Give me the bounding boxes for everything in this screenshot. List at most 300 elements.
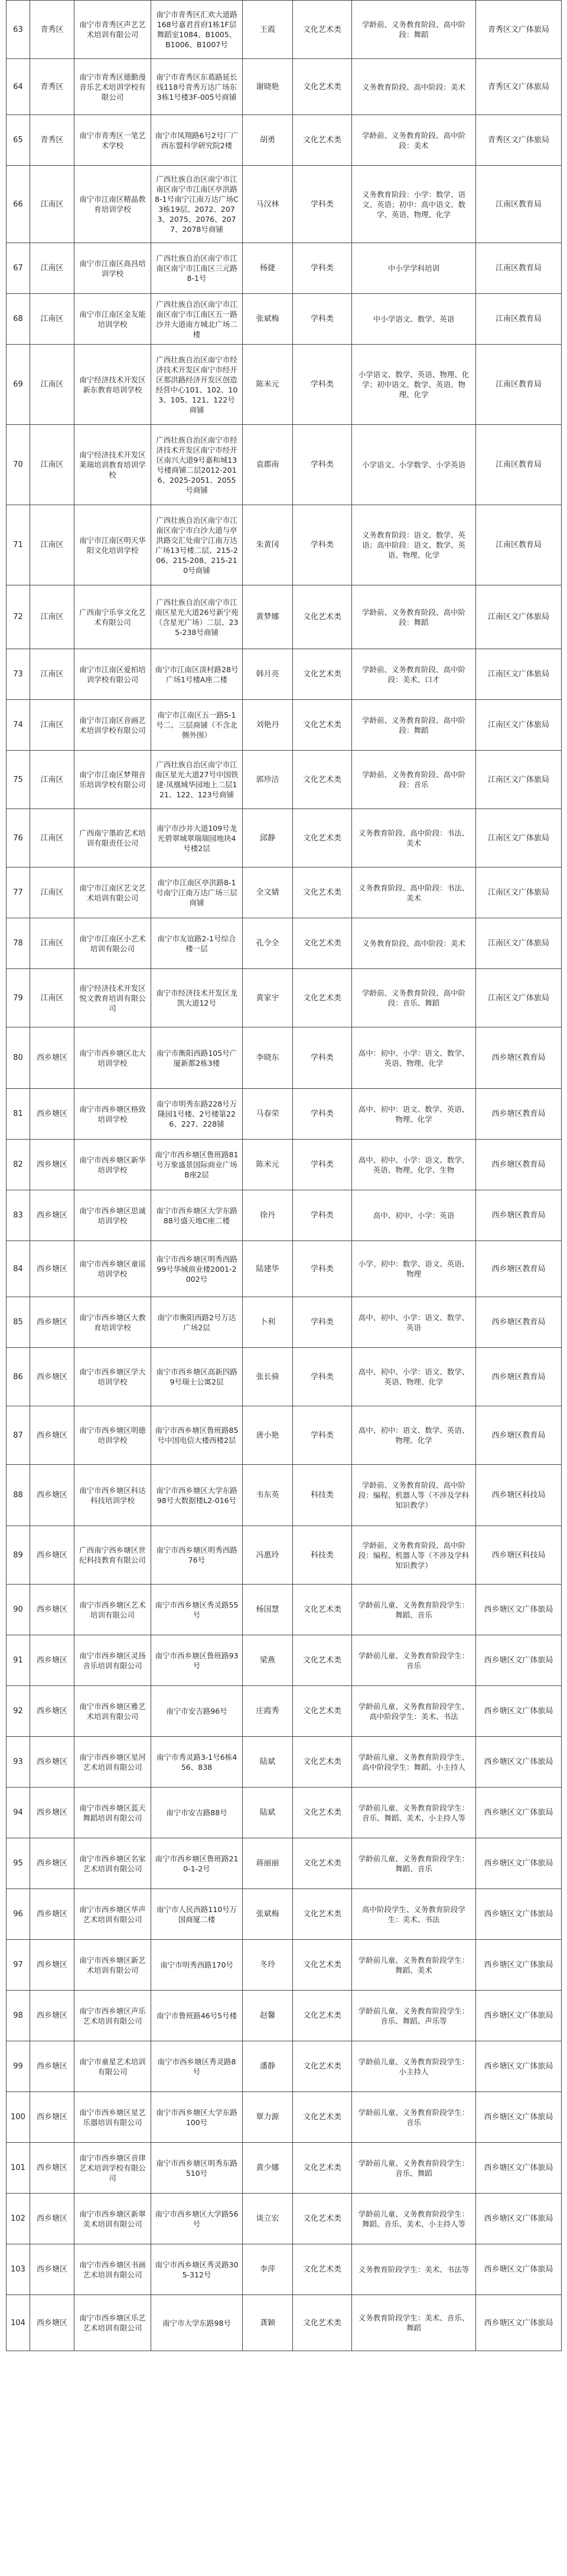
address-cell: 广西壮族自治区南宁市经济技术开发区南宁市经开区南兴大道9号嘉和城13号楼商铺二层2012-2016、2025-2051、2055号商铺 bbox=[151, 425, 243, 505]
category-cell: 学科类 bbox=[293, 1140, 352, 1190]
scope-cell: 学龄前儿童、义务教育阶段学生：舞蹈、音乐 bbox=[352, 1585, 476, 1635]
district-cell: 西乡塘区 bbox=[30, 1027, 74, 1089]
row-number: 100 bbox=[6, 2092, 30, 2143]
address-cell: 广西壮族自治区南宁市江南区南宁市江南区亭洪路8-1号南宁江南万达广场C3栋19层、2072、2073、2075、2076、2077、2078号商铺 bbox=[151, 166, 243, 243]
district-cell: 西乡塘区 bbox=[30, 1140, 74, 1190]
category-cell: 文化艺术类 bbox=[293, 59, 352, 115]
institution-name-cell: 南宁市青秀区声艺艺术培训有限公司 bbox=[74, 1, 151, 59]
table-row bbox=[6, 166, 562, 243]
address-cell: 南宁市西乡塘区明秀西路99号华城商业楼2001-2002号 bbox=[151, 1241, 243, 1297]
legal-person-cell: 韦东英 bbox=[243, 1465, 293, 1526]
table-row bbox=[6, 1297, 562, 1348]
address-cell: 广西壮族自治区南宁市江南区星光大道26号新宁苑（含星光广场）二层、235-238号商铺 bbox=[151, 585, 243, 649]
legal-person-cell: 陈米元 bbox=[243, 345, 293, 425]
row-number: 65 bbox=[6, 115, 30, 166]
category-cell: 学科类 bbox=[293, 1027, 352, 1089]
legal-person-cell: 张长骑 bbox=[243, 1348, 293, 1406]
row-number: 83 bbox=[6, 1190, 30, 1241]
address-cell: 南宁市经济技术开发区龙凯大道12号 bbox=[151, 969, 243, 1027]
institution-name-cell: 南宁经济技术开发区悦文教育培训有限公司 bbox=[74, 969, 151, 1027]
table-row bbox=[6, 1190, 562, 1241]
authority-cell: 西乡塘区教育局 bbox=[476, 1089, 562, 1140]
institution-name-cell: 南宁市西乡塘区科达科技培训学校 bbox=[74, 1465, 151, 1526]
scope-cell: 中小学学科培训 bbox=[352, 243, 476, 294]
legal-person-cell: 蒋丽丽 bbox=[243, 1838, 293, 1889]
institution-name-cell: 南宁市童星艺术培训有限公司 bbox=[74, 2041, 151, 2092]
scope-cell: 学龄前、义务教育阶段、高中阶段：美术、口才 bbox=[352, 649, 476, 700]
legal-person-cell: 王霞 bbox=[243, 1, 293, 59]
table-row bbox=[6, 809, 562, 868]
address-cell: 南宁市西乡塘区明秀东路510号 bbox=[151, 2143, 243, 2194]
address-cell: 广西壮族自治区南宁市江南区南宁市江南区三元路8-1号 bbox=[151, 243, 243, 294]
district-cell: 西乡塘区 bbox=[30, 1089, 74, 1140]
district-cell: 西乡塘区 bbox=[30, 2041, 74, 2092]
institution-name-cell: 南宁市西乡塘区大教育培训学校 bbox=[74, 1297, 151, 1348]
authority-cell: 江南区教育局 bbox=[476, 294, 562, 345]
authority-cell: 西乡塘区文广体旅局 bbox=[476, 2041, 562, 2092]
legal-person-cell: 张斌梅 bbox=[243, 1889, 293, 1940]
authority-cell: 西乡塘区文广体旅局 bbox=[476, 1838, 562, 1889]
scope-cell: 学龄前、义务教育阶段、高中阶段：舞蹈 bbox=[352, 700, 476, 751]
category-cell: 文化艺术类 bbox=[293, 1737, 352, 1788]
institution-name-cell: 南宁市西乡塘区艺术培训有限公司 bbox=[74, 1585, 151, 1635]
table-row bbox=[6, 969, 562, 1027]
authority-cell: 西乡塘区文广体旅局 bbox=[476, 1940, 562, 1991]
legal-person-cell: 刘艳丹 bbox=[243, 700, 293, 751]
category-cell: 学科类 bbox=[293, 345, 352, 425]
category-cell: 学科类 bbox=[293, 505, 352, 585]
scope-cell: 小学语文、数学、英语、物理、化学；初中语文、数学、英语、物理、化学 bbox=[352, 345, 476, 425]
district-cell: 江南区 bbox=[30, 243, 74, 294]
category-cell: 文化艺术类 bbox=[293, 1940, 352, 1991]
row-number: 77 bbox=[6, 868, 30, 918]
legal-person-cell: 冬玲 bbox=[243, 1940, 293, 1991]
address-cell: 南宁市衡阳西路105号广厦新都2栋3楼 bbox=[151, 1027, 243, 1089]
institution-name-cell: 南宁市西乡塘区学大培训学校 bbox=[74, 1348, 151, 1406]
category-cell: 文化艺术类 bbox=[293, 868, 352, 918]
table-row bbox=[6, 918, 562, 969]
table-row bbox=[6, 1526, 562, 1585]
legal-person-cell: 卜利 bbox=[243, 1297, 293, 1348]
address-cell: 南宁市明秀西路170号 bbox=[151, 1940, 243, 1991]
table-row bbox=[6, 2295, 562, 2351]
row-number: 103 bbox=[6, 2244, 30, 2295]
district-cell: 西乡塘区 bbox=[30, 1348, 74, 1406]
row-number: 72 bbox=[6, 585, 30, 649]
row-number: 66 bbox=[6, 166, 30, 243]
address-cell: 南宁市沙井大道109号龙光碧翠城翠瑞瑞园地块4号楼2层 bbox=[151, 809, 243, 868]
district-cell: 江南区 bbox=[30, 585, 74, 649]
legal-person-cell: 马春荣 bbox=[243, 1089, 293, 1140]
row-number: 101 bbox=[6, 2143, 30, 2194]
district-cell: 江南区 bbox=[30, 505, 74, 585]
address-cell: 广西壮族自治区南宁市经济技术开发区南宁市经开区那洪路经济开发区创造经营中心101、102、103、105、121、122号商铺 bbox=[151, 345, 243, 425]
legal-person-cell: 谈立宏 bbox=[243, 2194, 293, 2244]
address-cell: 南宁市江南区亭洪路8-1号南宁江南万达广场三层商铺 bbox=[151, 868, 243, 918]
table-row bbox=[6, 1940, 562, 1991]
row-number: 70 bbox=[6, 425, 30, 505]
scope-cell: 学龄前儿童、义务教育阶段学生：小主持人 bbox=[352, 2041, 476, 2092]
legal-person-cell: 徐丹 bbox=[243, 1190, 293, 1241]
district-cell: 西乡塘区 bbox=[30, 2092, 74, 2143]
scope-cell: 学龄前、义务教育阶段、高中阶段：舞蹈 bbox=[352, 585, 476, 649]
row-number: 86 bbox=[6, 1348, 30, 1406]
table-row bbox=[6, 345, 562, 425]
scope-cell: 义务教育阶段：小学：数学、语文、英语；初中：高中语文、数学、英语、物理、化学 bbox=[352, 166, 476, 243]
category-cell: 文化艺术类 bbox=[293, 1788, 352, 1838]
row-number: 90 bbox=[6, 1585, 30, 1635]
legal-person-cell: 全文婧 bbox=[243, 868, 293, 918]
row-number: 68 bbox=[6, 294, 30, 345]
address-cell: 南宁市西乡塘区大学路56号 bbox=[151, 2194, 243, 2244]
address-cell: 南宁市鲁班路46号5号楼 bbox=[151, 1991, 243, 2041]
category-cell: 文化艺术类 bbox=[293, 2295, 352, 2351]
legal-person-cell: 龚颖 bbox=[243, 2295, 293, 2351]
authority-cell: 西乡塘区文广体旅局 bbox=[476, 1737, 562, 1788]
legal-person-cell: 韩月亮 bbox=[243, 649, 293, 700]
district-cell: 西乡塘区 bbox=[30, 1991, 74, 2041]
address-cell: 南宁市西乡塘区大学东路88号盛天地C座二楼 bbox=[151, 1190, 243, 1241]
district-cell: 江南区 bbox=[30, 969, 74, 1027]
institution-name-cell: 南宁市西乡塘区华声艺术培训有限公司 bbox=[74, 1889, 151, 1940]
authority-cell: 江南区文广体旅局 bbox=[476, 700, 562, 751]
category-cell: 文化艺术类 bbox=[293, 700, 352, 751]
address-cell: 南宁市西乡塘区秀灵路55号 bbox=[151, 1585, 243, 1635]
authority-cell: 西乡塘区文广体旅局 bbox=[476, 1686, 562, 1737]
category-cell: 科技类 bbox=[293, 1465, 352, 1526]
legal-person-cell: 袁郡南 bbox=[243, 425, 293, 505]
scope-cell: 义务教育阶段、高中阶段：书法、美术 bbox=[352, 809, 476, 868]
authority-cell: 西乡塘区教育局 bbox=[476, 1297, 562, 1348]
institution-name-cell: 南宁市西乡塘区雅艺术培训有限公司 bbox=[74, 1686, 151, 1737]
district-cell: 西乡塘区 bbox=[30, 1686, 74, 1737]
row-number: 74 bbox=[6, 700, 30, 751]
district-cell: 江南区 bbox=[30, 918, 74, 969]
authority-cell: 江南区文广体旅局 bbox=[476, 649, 562, 700]
row-number: 97 bbox=[6, 1940, 30, 1991]
authority-cell: 西乡塘区文广体旅局 bbox=[476, 2194, 562, 2244]
authority-cell: 西乡塘区教育局 bbox=[476, 1140, 562, 1190]
address-cell: 南宁市青秀区汇欢大道路168号嘉君首府1栋1F层舞蹈室1084、B1005、B1006、B1007号 bbox=[151, 1, 243, 59]
legal-person-cell: 谢晓艳 bbox=[243, 59, 293, 115]
row-number: 102 bbox=[6, 2194, 30, 2244]
authority-cell: 西乡塘区教育局 bbox=[476, 1190, 562, 1241]
table-row bbox=[6, 1991, 562, 2041]
address-cell: 南宁市明秀东路228号万隆园1号楼、2号楼第226、227、228铺 bbox=[151, 1089, 243, 1140]
category-cell: 文化艺术类 bbox=[293, 585, 352, 649]
institution-name-cell: 南宁市西乡塘区声乐艺术培训有限公司 bbox=[74, 1991, 151, 2041]
legal-person-cell: 李晓东 bbox=[243, 1027, 293, 1089]
category-cell: 文化艺术类 bbox=[293, 1635, 352, 1686]
legal-person-cell: 黄少娜 bbox=[243, 2143, 293, 2194]
legal-person-cell: 冯惠玲 bbox=[243, 1526, 293, 1585]
authority-cell: 江南区教育局 bbox=[476, 505, 562, 585]
category-cell: 文化艺术类 bbox=[293, 2244, 352, 2295]
scope-cell: 学龄前儿童、义务教育阶段学生：音乐 bbox=[352, 1635, 476, 1686]
address-cell: 南宁市西乡塘区秀灵路8号 bbox=[151, 2041, 243, 2092]
category-cell: 文化艺术类 bbox=[293, 1889, 352, 1940]
table-row bbox=[6, 294, 562, 345]
scope-cell: 学龄前儿童、义务教育阶段学生：舞蹈、音乐 bbox=[352, 1838, 476, 1889]
table-row bbox=[6, 1585, 562, 1635]
legal-person-cell: 陈米元 bbox=[243, 1140, 293, 1190]
table-row bbox=[6, 2143, 562, 2194]
table-row bbox=[6, 505, 562, 585]
table-body bbox=[6, 1, 562, 2351]
row-number: 81 bbox=[6, 1089, 30, 1140]
district-cell: 西乡塘区 bbox=[30, 1190, 74, 1241]
authority-cell: 西乡塘区文广体旅局 bbox=[476, 2244, 562, 2295]
authority-cell: 西乡塘区教育局 bbox=[476, 1241, 562, 1297]
address-cell: 南宁市大学东路98号 bbox=[151, 2295, 243, 2351]
scope-cell: 高中、初中：语文、数学、英语、物理、化学 bbox=[352, 1089, 476, 1140]
row-number: 69 bbox=[6, 345, 30, 425]
legal-person-cell: 陆斌 bbox=[243, 1737, 293, 1788]
row-number: 88 bbox=[6, 1465, 30, 1526]
institution-name-cell: 南宁经济技术开发区莱瑞培训教育培训学校 bbox=[74, 425, 151, 505]
table-row bbox=[6, 2244, 562, 2295]
district-cell: 江南区 bbox=[30, 809, 74, 868]
category-cell: 文化艺术类 bbox=[293, 2092, 352, 2143]
legal-person-cell: 梁燕 bbox=[243, 1635, 293, 1686]
scope-cell: 学龄前儿童、义务教育阶段学生：舞蹈、美术 bbox=[352, 1940, 476, 1991]
category-cell: 文化艺术类 bbox=[293, 2143, 352, 2194]
institution-name-cell: 南宁市西乡塘区乐艺艺术培训有限公司 bbox=[74, 2295, 151, 2351]
row-number: 92 bbox=[6, 1686, 30, 1737]
address-cell: 南宁市安吉路96号 bbox=[151, 1686, 243, 1737]
institution-name-cell: 广西南宁墨韵艺术培训有限责任公司 bbox=[74, 809, 151, 868]
row-number: 94 bbox=[6, 1788, 30, 1838]
row-number: 64 bbox=[6, 59, 30, 115]
scope-cell: 学龄前儿童、义务教育阶段学生、高中阶段学生：美术、书法 bbox=[352, 1686, 476, 1737]
scope-cell: 学龄前儿童、义务教育阶段学生：舞蹈、音乐、美术、小主持人等 bbox=[352, 2194, 476, 2244]
institution-name-cell: 南宁经济技术开发区新东教育培训学校 bbox=[74, 345, 151, 425]
table-row bbox=[6, 1140, 562, 1190]
authority-cell: 青秀区文广体旅局 bbox=[476, 59, 562, 115]
category-cell: 文化艺术类 bbox=[293, 1991, 352, 2041]
table-row bbox=[6, 1465, 562, 1526]
institution-name-cell: 南宁市西乡塘区星艺乐器培训有限公司 bbox=[74, 2092, 151, 2143]
scope-cell: 高中、初中：语文、数学、英语、物理、化学 bbox=[352, 1406, 476, 1465]
table-row bbox=[6, 649, 562, 700]
table-row bbox=[6, 1838, 562, 1889]
institution-name-cell: 南宁市江南区金友能培训学校 bbox=[74, 294, 151, 345]
authority-cell: 西乡塘区科技局 bbox=[476, 1465, 562, 1526]
row-number: 76 bbox=[6, 809, 30, 868]
institution-name-cell: 南宁市江南区高昌培训学校 bbox=[74, 243, 151, 294]
table-row bbox=[6, 1, 562, 59]
category-cell: 文化艺术类 bbox=[293, 649, 352, 700]
address-cell: 南宁市江南区五一路5-1号二、三层商铺（不含北侧外围） bbox=[151, 700, 243, 751]
institution-name-cell: 南宁市西乡塘区新翠美术培训有限公司 bbox=[74, 2194, 151, 2244]
table-row bbox=[6, 1889, 562, 1940]
district-cell: 江南区 bbox=[30, 425, 74, 505]
address-cell: 南宁市江南区淡村路28号广场1号楼A座二楼 bbox=[151, 649, 243, 700]
legal-person-cell: 杨捷 bbox=[243, 243, 293, 294]
legal-person-cell: 郭珍洁 bbox=[243, 751, 293, 809]
scope-cell: 学龄前、义务教育阶段、高中阶段：编程、机器人等（不涉及学科知识教学） bbox=[352, 1526, 476, 1585]
scope-cell: 学龄前、义务教育阶段、高中阶段：编程、机器人等（不涉及学科知识教学） bbox=[352, 1465, 476, 1526]
institution-name-cell: 南宁市西乡塘区童谣培训学校 bbox=[74, 1241, 151, 1297]
table-row bbox=[6, 2194, 562, 2244]
authority-cell: 西乡塘区文广体旅局 bbox=[476, 1991, 562, 2041]
authority-cell: 江南区教育局 bbox=[476, 425, 562, 505]
category-cell: 学科类 bbox=[293, 1190, 352, 1241]
table-row bbox=[6, 1635, 562, 1686]
institution-name-cell: 南宁市江南区艺文艺术培训有限公司 bbox=[74, 868, 151, 918]
category-cell: 文化艺术类 bbox=[293, 969, 352, 1027]
row-number: 75 bbox=[6, 751, 30, 809]
institution-name-cell: 南宁市西乡塘区星河艺术培训有限公司 bbox=[74, 1737, 151, 1788]
category-cell: 学科类 bbox=[293, 294, 352, 345]
institution-name-cell: 南宁市西乡塘区灵扬音乐培训有限公司 bbox=[74, 1635, 151, 1686]
scope-cell: 高中：初中、小学：语文、数学、英语、物理、化学 bbox=[352, 1027, 476, 1089]
table-row bbox=[6, 115, 562, 166]
address-cell: 南宁市秀灵路3-1号6栋456、838 bbox=[151, 1737, 243, 1788]
district-cell: 江南区 bbox=[30, 649, 74, 700]
authority-cell: 西乡塘区教育局 bbox=[476, 1348, 562, 1406]
row-number: 104 bbox=[6, 2295, 30, 2351]
scope-cell: 小学、初中：数学、语文、英语、物理 bbox=[352, 1241, 476, 1297]
scope-cell: 义务教育阶段、高中阶段：美术 bbox=[352, 59, 476, 115]
row-number: 99 bbox=[6, 2041, 30, 2092]
authority-cell: 江南区文广体旅局 bbox=[476, 809, 562, 868]
institution-name-cell: 南宁市青秀区一笔艺术学校 bbox=[74, 115, 151, 166]
table-row bbox=[6, 868, 562, 918]
address-cell: 南宁市西乡塘区秀灵路305-312号 bbox=[151, 2244, 243, 2295]
institution-name-cell: 南宁市江南区音画艺术培训学校有限公司 bbox=[74, 700, 151, 751]
table-row bbox=[6, 1788, 562, 1838]
row-number: 95 bbox=[6, 1838, 30, 1889]
authority-cell: 青秀区文广体旅局 bbox=[476, 1, 562, 59]
row-number: 79 bbox=[6, 969, 30, 1027]
scope-cell: 中小学语文、数学、英语 bbox=[352, 294, 476, 345]
legal-person-cell: 邱静 bbox=[243, 809, 293, 868]
district-cell: 江南区 bbox=[30, 868, 74, 918]
address-cell: 南宁市西乡塘区鲁班路85号中国电信大楼西楼2层 bbox=[151, 1406, 243, 1465]
district-cell: 青秀区 bbox=[30, 115, 74, 166]
district-cell: 西乡塘区 bbox=[30, 1788, 74, 1838]
scope-cell: 学龄前、义务教育阶段、高中阶段：音乐 bbox=[352, 751, 476, 809]
authority-cell: 西乡塘区文广体旅局 bbox=[476, 1788, 562, 1838]
district-cell: 西乡塘区 bbox=[30, 1241, 74, 1297]
legal-person-cell: 黄梦娜 bbox=[243, 585, 293, 649]
district-cell: 西乡塘区 bbox=[30, 2194, 74, 2244]
category-cell: 科技类 bbox=[293, 1526, 352, 1585]
legal-person-cell: 庄霞秀 bbox=[243, 1686, 293, 1737]
table-row bbox=[6, 1027, 562, 1089]
authority-cell: 青秀区文广体旅局 bbox=[476, 115, 562, 166]
row-number: 63 bbox=[6, 1, 30, 59]
district-cell: 西乡塘区 bbox=[30, 1635, 74, 1686]
category-cell: 文化艺术类 bbox=[293, 918, 352, 969]
scope-cell: 高中、初中、小学：英语 bbox=[352, 1190, 476, 1241]
authority-cell: 西乡塘区科技局 bbox=[476, 1526, 562, 1585]
scope-cell: 高中、初中、小学：语文、数学、英语、物理、化学、生物 bbox=[352, 1140, 476, 1190]
address-cell: 广西壮族自治区南宁市江南区南宁市白沙大道与亭洪路交汇处南宁江南万达广场13号楼二层、215-206、215-208、215-210号商铺 bbox=[151, 505, 243, 585]
category-cell: 学科类 bbox=[293, 1241, 352, 1297]
district-cell: 西乡塘区 bbox=[30, 1526, 74, 1585]
district-cell: 西乡塘区 bbox=[30, 1465, 74, 1526]
institution-name-cell: 南宁市江南区爱柏培训学校有限公司 bbox=[74, 649, 151, 700]
scope-cell: 学龄前、义务教育阶段、高中阶段：美术 bbox=[352, 115, 476, 166]
table-row bbox=[6, 751, 562, 809]
institution-name-cell: 南宁市西乡塘区音律艺术培训学校有限公司 bbox=[74, 2143, 151, 2194]
address-cell: 南宁市西乡塘区明秀西路76号 bbox=[151, 1526, 243, 1585]
row-number: 78 bbox=[6, 918, 30, 969]
category-cell: 学科类 bbox=[293, 1297, 352, 1348]
row-number: 85 bbox=[6, 1297, 30, 1348]
category-cell: 文化艺术类 bbox=[293, 2041, 352, 2092]
institution-name-cell: 南宁市江南区梦翔音乐培训学校有限公司 bbox=[74, 751, 151, 809]
district-cell: 西乡塘区 bbox=[30, 1940, 74, 1991]
legal-person-cell: 马汉林 bbox=[243, 166, 293, 243]
row-number: 84 bbox=[6, 1241, 30, 1297]
scope-cell: 义务教育阶段学生：美术、音乐、舞蹈 bbox=[352, 2295, 476, 2351]
address-cell: 广西壮族自治区南宁市江南区星光大道27号中国铁建·凤凰城华园地上二层121、122、123号商铺 bbox=[151, 751, 243, 809]
institution-name-cell: 南宁市西乡塘区书画艺术培训有限公司 bbox=[74, 2244, 151, 2295]
address-cell: 南宁市友谊路2-1号综合楼一层 bbox=[151, 918, 243, 969]
institution-name-cell: 南宁市西乡塘区蓝天舞蹈培训有限公司 bbox=[74, 1788, 151, 1838]
authority-cell: 江南区文广体旅局 bbox=[476, 868, 562, 918]
authority-cell: 西乡塘区文广体旅局 bbox=[476, 2295, 562, 2351]
address-cell: 南宁市西乡塘区鲁班路81号万象盛景国际商业广场B座2层 bbox=[151, 1140, 243, 1190]
legal-person-cell: 赵馨 bbox=[243, 1991, 293, 2041]
table-row bbox=[6, 2041, 562, 2092]
scope-cell: 小学语文、小学数学、小学英语 bbox=[352, 425, 476, 505]
scope-cell: 义务教育阶段、高中阶段：书法、美术 bbox=[352, 868, 476, 918]
district-cell: 西乡塘区 bbox=[30, 1889, 74, 1940]
authority-cell: 西乡塘区文广体旅局 bbox=[476, 1585, 562, 1635]
authority-cell: 西乡塘区文广体旅局 bbox=[476, 1889, 562, 1940]
institution-name-cell: 南宁市西乡塘区新华培训学校 bbox=[74, 1140, 151, 1190]
table-row bbox=[6, 1406, 562, 1465]
category-cell: 文化艺术类 bbox=[293, 1585, 352, 1635]
category-cell: 文化艺术类 bbox=[293, 809, 352, 868]
district-cell: 西乡塘区 bbox=[30, 2244, 74, 2295]
legal-person-cell: 陆斌 bbox=[243, 1788, 293, 1838]
authority-cell: 西乡塘区教育局 bbox=[476, 1027, 562, 1089]
category-cell: 文化艺术类 bbox=[293, 751, 352, 809]
district-cell: 青秀区 bbox=[30, 59, 74, 115]
address-cell: 南宁市安吉路88号 bbox=[151, 1788, 243, 1838]
scope-cell: 学龄前儿童、义务教育阶段学生：音乐、舞蹈 bbox=[352, 2143, 476, 2194]
table-row bbox=[6, 700, 562, 751]
authority-cell: 江南区教育局 bbox=[476, 345, 562, 425]
district-cell: 西乡塘区 bbox=[30, 1406, 74, 1465]
legal-person-cell: 杨国慧 bbox=[243, 1585, 293, 1635]
address-cell: 南宁市西乡塘区鲁班路210-1-2号 bbox=[151, 1838, 243, 1889]
institution-name-cell: 南宁市江南区明天华阳文化培训学校 bbox=[74, 505, 151, 585]
authority-cell: 西乡塘区文广体旅局 bbox=[476, 1635, 562, 1686]
category-cell: 学科类 bbox=[293, 1406, 352, 1465]
authority-cell: 西乡塘区教育局 bbox=[476, 1406, 562, 1465]
scope-cell: 学龄前儿童、义务教育阶段学生：音乐、舞蹈、声乐等 bbox=[352, 1991, 476, 2041]
scope-cell: 学龄前、义务教育阶段、高中阶段：舞蹈 bbox=[352, 1, 476, 59]
district-cell: 西乡塘区 bbox=[30, 1737, 74, 1788]
category-cell: 文化艺术类 bbox=[293, 1686, 352, 1737]
address-cell: 南宁市凤翔路6号2号厂广西东盟科学研究院2楼 bbox=[151, 115, 243, 166]
authority-cell: 西乡塘区文广体旅局 bbox=[476, 2143, 562, 2194]
address-cell: 南宁市西乡塘区高新四路9号瑞士公寓2层 bbox=[151, 1348, 243, 1406]
row-number: 91 bbox=[6, 1635, 30, 1686]
scope-cell: 学龄前儿童、义务教育阶段学生：音乐、舞蹈、美术、小主持人等 bbox=[352, 1788, 476, 1838]
district-cell: 青秀区 bbox=[30, 1, 74, 59]
institution-name-cell: 广西南宁西乡塘区世纪科技教育有限公司 bbox=[74, 1526, 151, 1585]
district-cell: 西乡塘区 bbox=[30, 1297, 74, 1348]
scope-cell: 学龄前、义务教育阶段、高中阶段：音乐、舞蹈 bbox=[352, 969, 476, 1027]
category-cell: 文化艺术类 bbox=[293, 1, 352, 59]
